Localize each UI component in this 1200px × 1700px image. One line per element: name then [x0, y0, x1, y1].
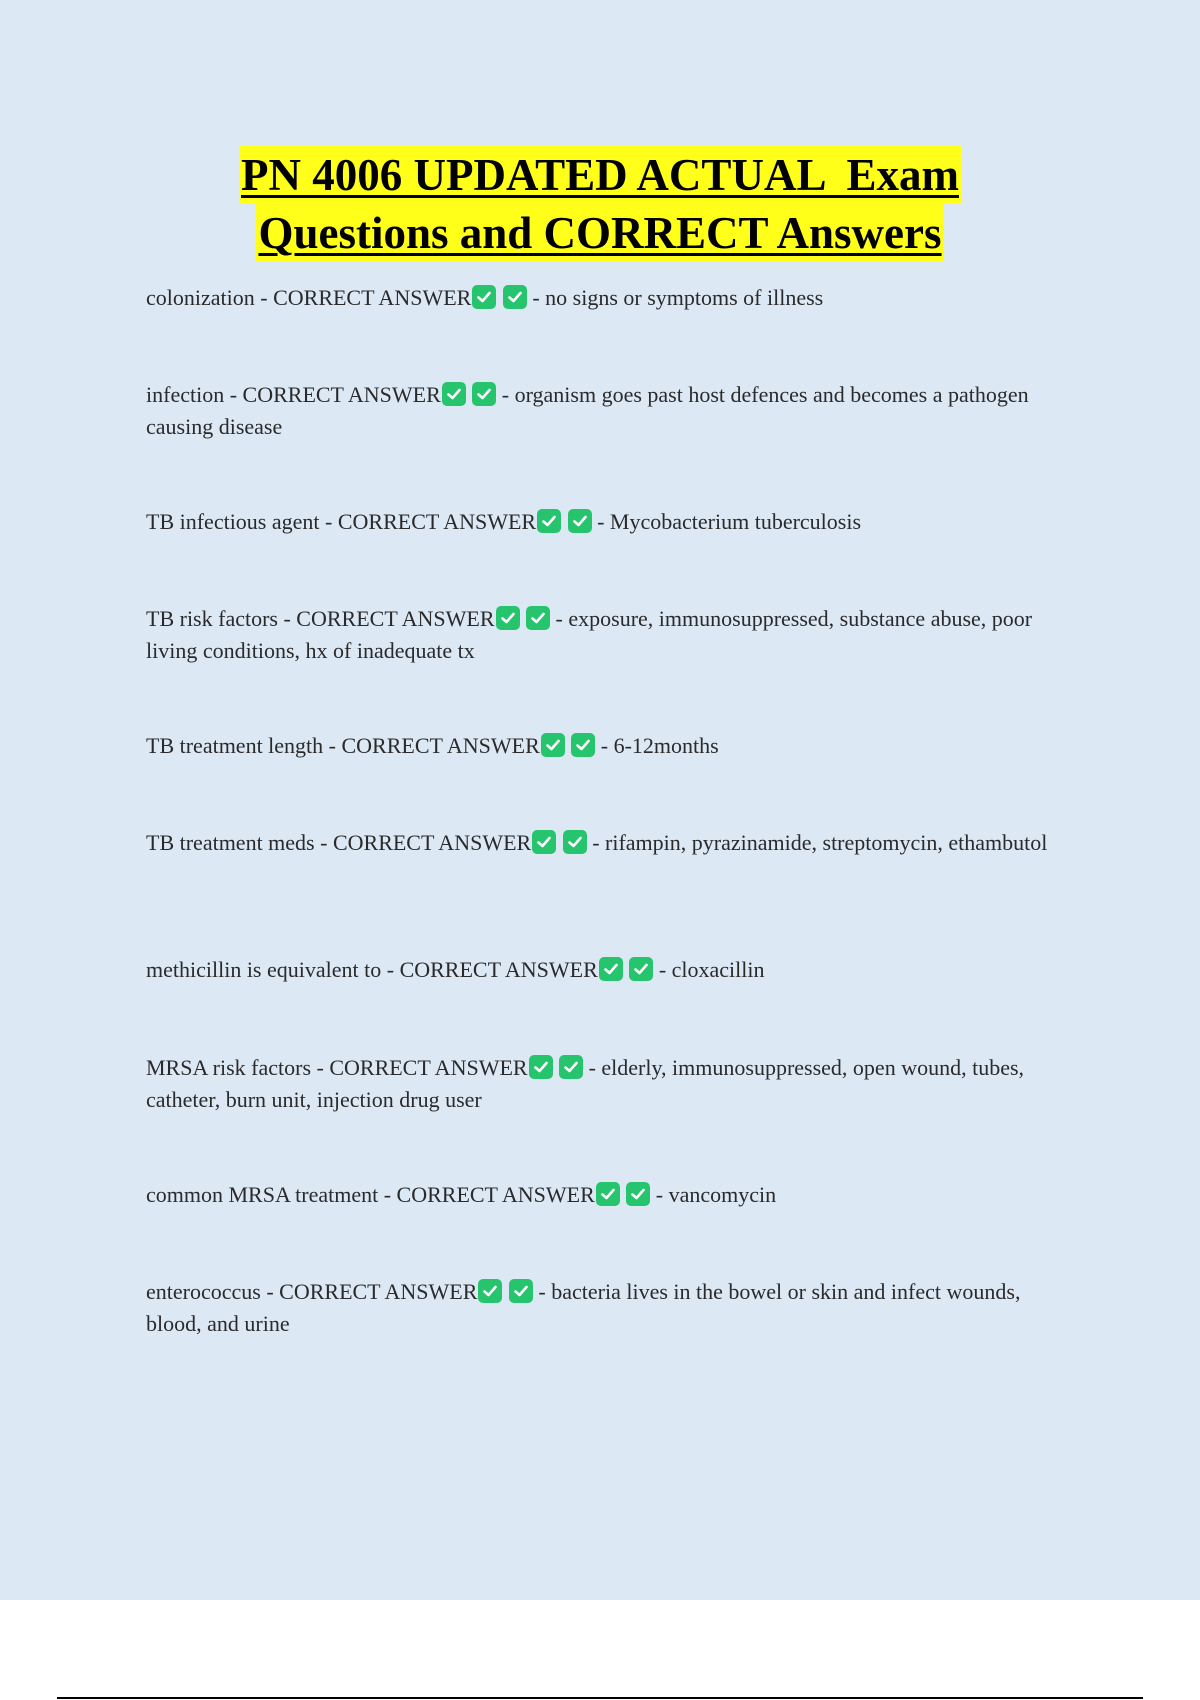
entry-answer: elderly, immunosuppressed, open wound, tubes, catheter, burn unit, injection drug user	[146, 1055, 1025, 1112]
check-icon	[629, 957, 653, 981]
qa-entry: TB infectious agent - CORRECT ANSWER - Mycobacterium tuberculosis	[146, 509, 862, 534]
entry-answer: bacteria lives in the bowel or skin and infect wounds, blood, and urine	[146, 1279, 1021, 1336]
entry-marker: CORRECT ANSWER	[279, 1279, 478, 1304]
title-line-1: PN 4006 UPDATED ACTUAL Exam	[239, 146, 961, 204]
check-icon	[442, 382, 466, 406]
entry-answer: exposure, immunosuppressed, substance abuse, poor living conditions, hx of inadequate tx	[146, 606, 1033, 663]
qa-entry: enterococcus - CORRECT ANSWER - bacteria lives in the bowel or skin and infect wounds, blood, and urine	[146, 1279, 1021, 1336]
check-icon	[526, 606, 550, 630]
entry-answer: rifampin, pyrazinamide, streptomycin, ethambutol	[605, 830, 1048, 855]
check-icon	[496, 606, 520, 630]
qa-entry: TB risk factors - CORRECT ANSWER - exposure, immunosuppressed, substance abuse, poor living conditions, hx of inadequate tx	[146, 606, 1033, 663]
check-icon	[626, 1182, 650, 1206]
qa-entry: TB treatment length - CORRECT ANSWER - 6-12months	[146, 733, 719, 758]
entry-marker: CORRECT ANSWER	[273, 285, 472, 310]
document-title	[0, 146, 1200, 262]
qa-entry: common MRSA treatment - CORRECT ANSWER - vancomycin	[146, 1182, 777, 1207]
entry-marker: CORRECT ANSWER	[329, 1055, 528, 1080]
check-icon	[532, 830, 556, 854]
entry-marker: CORRECT ANSWER	[399, 957, 598, 982]
check-icon	[472, 382, 496, 406]
entry-term: TB risk factors	[146, 606, 278, 631]
check-icon	[509, 1279, 533, 1303]
entry-marker: CORRECT ANSWER	[296, 606, 495, 631]
entry-term: MRSA risk factors	[146, 1055, 311, 1080]
entry-marker: CORRECT ANSWER	[332, 830, 532, 855]
entry-term: TB treatment meds	[146, 830, 315, 855]
check-icon	[599, 957, 623, 981]
check-icon	[568, 509, 592, 533]
entry-marker: CORRECT ANSWER	[396, 1182, 595, 1207]
entry-marker: CORRECT ANSWER	[341, 733, 540, 758]
entry-term: TB treatment length	[146, 733, 324, 758]
entry-answer: cloxacillin	[671, 957, 765, 982]
qa-entry: MRSA risk factors - CORRECT ANSWER - elderly, immunosuppressed, open wound, tubes, catheter, burn unit, injection drug user	[146, 1055, 1025, 1112]
entry-answer: no signs or symptoms of illness	[545, 285, 824, 310]
footer-rule	[57, 1697, 1143, 1699]
entry-term: colonization	[146, 285, 255, 310]
entry-marker: CORRECT ANSWER	[242, 382, 441, 407]
check-icon	[596, 1182, 620, 1206]
entry-answer: Mycobacterium tuberculosis	[609, 509, 862, 534]
entry-marker: CORRECT ANSWER	[337, 509, 537, 534]
check-icon	[478, 1279, 502, 1303]
check-icon	[563, 830, 587, 854]
entry-term: enterococcus	[146, 1279, 261, 1304]
entry-term: methicillin is equivalent to	[146, 957, 382, 982]
qa-entry: colonization - CORRECT ANSWER - no signs or symptoms of illness	[146, 285, 824, 310]
qa-entry: TB treatment meds - CORRECT ANSWER - rifampin, pyrazinamide, streptomycin, ethambutol	[146, 830, 1048, 855]
title-line-2: Questions and CORRECT Answers	[256, 204, 943, 262]
check-icon	[529, 1055, 553, 1079]
entry-answer: vancomycin	[668, 1182, 777, 1207]
check-icon	[472, 285, 496, 309]
check-icon	[541, 733, 565, 757]
qa-entry: infection - CORRECT ANSWER - organism goes past host defences and becomes a pathogen causing disease	[146, 382, 1029, 439]
qa-entry: methicillin is equivalent to - CORRECT ANSWER - cloxacillin	[146, 957, 765, 982]
entry-term: common MRSA treatment	[146, 1182, 379, 1207]
entry-answer: 6-12months	[613, 733, 719, 758]
entry-answer: organism goes past host defences and becomes a pathogen causing disease	[146, 382, 1029, 439]
entry-term: infection	[146, 382, 225, 407]
check-icon	[503, 285, 527, 309]
check-icon	[537, 509, 561, 533]
check-icon	[571, 733, 595, 757]
entry-term: TB infectious agent	[146, 509, 320, 534]
check-icon	[559, 1055, 583, 1079]
